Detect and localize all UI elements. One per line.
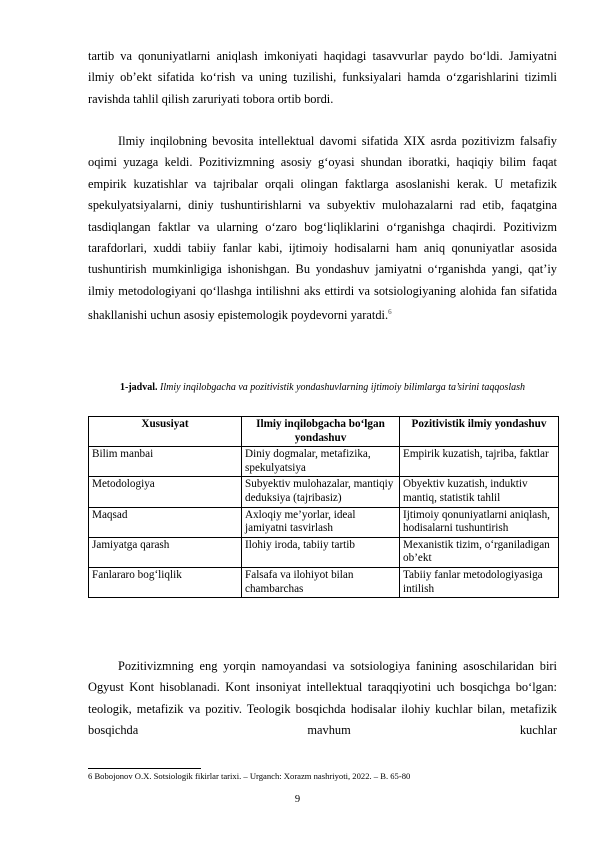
table-header-row xyxy=(89,417,559,447)
table-caption-title: Ilmiy inqilobgacha va pozitivistik yondashuvlarning ijtimoiy bilimlarga ta’sirini taqqoslash xyxy=(160,382,525,393)
table-cell: Mexanistik tizim, o‘rganiladigan ob’ekt xyxy=(400,537,559,567)
table-cell: Jamiyatga qarash xyxy=(89,537,242,567)
comparison-table xyxy=(88,416,559,598)
table-cell: Tabiiy fanlar metodologiyasiga intilish xyxy=(400,567,559,597)
table-row xyxy=(89,507,559,537)
table-cell: Ijtimoiy qonuniyatlarni aniqlash, hodisalarni tushuntirish xyxy=(400,507,559,537)
paragraph-3: Pozitivizmning eng yorqin namoyandasi va sotsiologiya fanining asoschilaridan biri Ogyust Kont hisoblanadi. Kont insoniyat intellektual taraqqiyotini uch bosqichga bo‘lgan: teologik, metafizik va pozitiv. Teologik bosqichda hodisalar ilohiy kuchlar bilan, metafizik bosqichda mavhum kuchlar xyxy=(88,659,557,738)
paragraph-2 xyxy=(88,131,557,327)
paragraph-2-text: Ilmiy inqilobning bevosita intellektual davomi sifatida XIX asrda pozitivizm falsafiy oqimi yuzaga keldi. Pozitivizmning asosiy g‘oyasi shundan iboratki, haqiqiy bilim faqat empirik kuzatishlar va tajribalar orqali olingan faktlarga asoslanishi kerak. U metafizik spekulyatsiyalarni, diniy tushuntirishlarni va subyektiv mulohazalarni rad etib, faqatgina tasdiqlangan faktlar va ularning o‘zaro bog‘liqliklarini o‘rganishga chaqirdi. Pozitivizm tarafdorlari, xuddi tabiiy fanlar kabi, ijtimoiy hodisalarni ham aniq qonuniyatlar asosida tushuntirish mumkinligiga ishonishgan. Bu yondashuv jamiyatni o‘rganishda yangi, qat’iy ilmiy metodologiyani qo‘llashga intilishni aks ettirdi va sotsiologiyaning alohida fan sifatida shakllanishi uchun asosiy epistemologik poydevorni yaratdi. xyxy=(88,134,557,323)
paragraph-1: tartib va qonuniyatlarni aniqlash imkoniyati haqidagi tasavvurlar paydo bo‘ldi. Jamiyatni ilmiy ob’ekt sifatida ko‘rish va uning tuzilishi, funksiyalari hamda o‘zgarishlarini tizimli ravishda tahlil qilish zaruriyati tobora ortib bordi. xyxy=(88,49,557,106)
table-cell: Maqsad xyxy=(89,507,242,537)
table-cell: Bilim manbai xyxy=(89,447,242,477)
footnote-divider xyxy=(88,768,201,769)
table-caption-number: 1-jadval. xyxy=(120,382,158,393)
table-cell: Obyektiv kuzatish, induktiv mantiq, statistik tahlil xyxy=(400,477,559,507)
table-cell: Subyektiv mulohazalar, mantiqiy deduksiya (tajribasiz) xyxy=(242,477,400,507)
table-cell: Empirik kuzatish, tajriba, faktlar xyxy=(400,447,559,477)
table-row xyxy=(89,567,559,597)
footnote-reference[interactable]: 6 xyxy=(388,308,392,317)
table-header-cell: Xususiyat xyxy=(89,417,242,447)
table-caption xyxy=(88,380,557,395)
table-header-cell: Pozitivistik ilmiy yondashuv xyxy=(400,417,559,447)
table-row xyxy=(89,447,559,477)
footnote: 6 Bobojonov O.X. Sotsiologik fikirlar tarixi. – Urganch: Xorazm nashriyoti, 2022. – B. 65-80 xyxy=(88,771,411,781)
table-header-cell: Ilmiy inqilobgacha bo‘lgan yondashuv xyxy=(242,417,400,447)
page-number: 9 xyxy=(294,794,301,805)
table-cell: Ilohiy iroda, tabiiy tartib xyxy=(242,537,400,567)
table-cell: Axloqiy me’yorlar, ideal jamiyatni tasvirlash xyxy=(242,507,400,537)
table-cell: Diniy dogmalar, metafizika, spekulyatsiya xyxy=(242,447,400,477)
table-row xyxy=(89,477,559,507)
table-cell: Fanlararo bog‘liqlik xyxy=(89,567,242,597)
table-cell: Falsafa va ilohiyot bilan chambarchas xyxy=(242,567,400,597)
table-cell: Metodologiya xyxy=(89,477,242,507)
table-row xyxy=(89,537,559,567)
